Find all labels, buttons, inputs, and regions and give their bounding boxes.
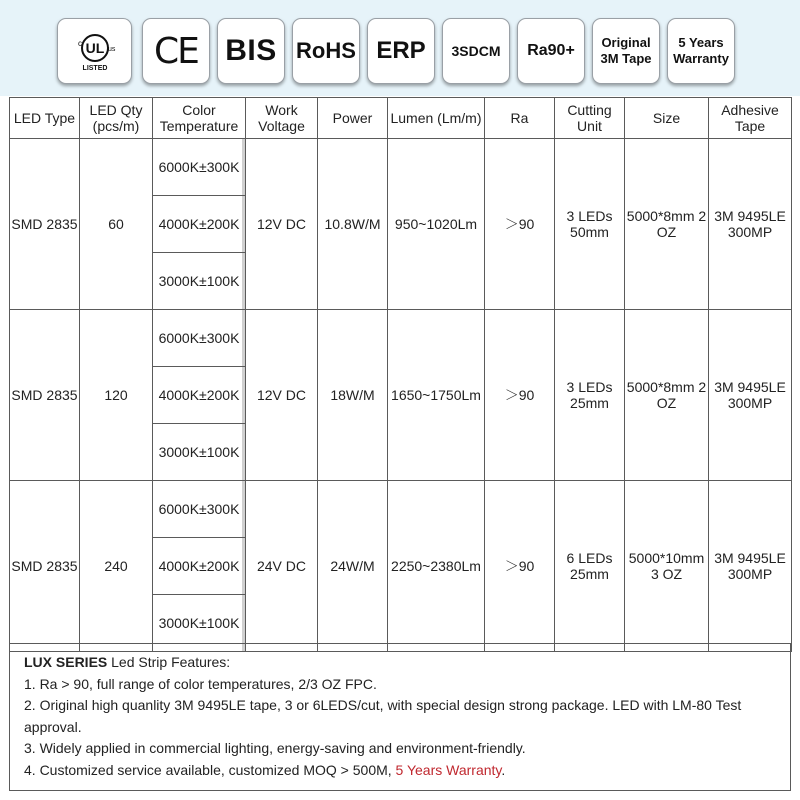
cell-color-temp	[153, 424, 246, 481]
cell-color-temp	[153, 139, 246, 196]
cell-cutting-unit: 6 LEDs 25mm	[555, 481, 625, 652]
cell-led-qty: 60	[80, 139, 153, 310]
3sdcm-label: 3SDCM	[451, 43, 501, 59]
cell-lumen: 1650~1750Lm	[388, 310, 485, 481]
warranty-badge	[667, 18, 735, 84]
ul-listed-badge	[57, 18, 132, 84]
cell-ra: ＞90	[485, 310, 555, 481]
cell-color-temp	[153, 253, 246, 310]
cell-shade	[242, 367, 245, 423]
rohs-badge	[292, 18, 360, 84]
svg-text:c: c	[77, 39, 82, 48]
cell-power: 24W/M	[318, 481, 388, 652]
cell-cutting-unit: 3 LEDs 25mm	[555, 310, 625, 481]
features-title	[24, 652, 776, 674]
header-lumen: Lumen (Lm/m)	[388, 98, 485, 139]
original-3m-tape-line1: Original	[601, 35, 651, 50]
cell-adhesive-tape: 3M 9495LE 300MP	[709, 310, 792, 481]
cell-lumen: 950~1020Lm	[388, 139, 485, 310]
feature-item: 1. Ra > 90, full range of color temperatures, 2/3 OZ FPC.	[24, 675, 377, 692]
cell-work-voltage: 12V DC	[246, 310, 318, 481]
erp-badge	[367, 18, 435, 84]
warranty-highlight: 5 Years Warranty	[395, 761, 502, 778]
cell-adhesive-tape: 3M 9495LE 300MP	[709, 481, 792, 652]
header-cutting-unit: Cutting Unit	[555, 98, 625, 139]
original-3m-tape-badge	[592, 18, 660, 84]
ra90-badge	[517, 18, 585, 84]
ce-mark-icon: CE	[154, 30, 198, 72]
cell-shade	[242, 310, 245, 366]
original-3m-tape-line2: 3M Tape	[600, 51, 652, 66]
table-row	[10, 481, 792, 538]
cell-shade	[242, 424, 245, 480]
cell-size: 5000*10mm 3 OZ	[625, 481, 709, 652]
feature-item: 2. Original high quanlity 3M 9495LE tape, 3 or 6LEDS/cut, with special design strong package. LED with LM-80 Test approval.	[24, 697, 742, 735]
ul-listed-icon	[73, 29, 117, 73]
3sdcm-badge	[442, 18, 510, 84]
cell-shade	[242, 196, 245, 252]
warranty-line2: Warranty	[673, 51, 729, 66]
cell-adhesive-tape: 3M 9495LE 300MP	[709, 139, 792, 310]
cell-lumen: 2250~2380Lm	[388, 481, 485, 652]
cell-shade	[242, 538, 245, 594]
cell-led-type: SMD 2835	[10, 310, 80, 481]
ce-badge	[142, 18, 210, 84]
color-temp-value: 3000K±100K	[158, 615, 240, 631]
feature-item: 3. Widely applied in commercial lighting, energy-saving and environment-friendly.	[24, 740, 526, 756]
bis-label: BIS	[225, 34, 277, 67]
svg-text:us: us	[107, 46, 115, 53]
header-adhesive-tape: Adhesive Tape	[709, 98, 792, 139]
cell-color-temp	[153, 310, 246, 367]
cell-power: 18W/M	[318, 310, 388, 481]
color-temp-value: 4000K±200K	[158, 558, 240, 574]
cell-color-temp	[153, 538, 246, 595]
cell-ra: ＞90	[485, 481, 555, 652]
cell-size: 5000*8mm 2 OZ	[625, 310, 709, 481]
rohs-label: RoHS	[296, 38, 356, 63]
color-temp-value: 4000K±200K	[158, 387, 240, 403]
features-title-suffix: Led Strip Features:	[107, 654, 231, 670]
color-temp-value: 6000K±300K	[158, 330, 240, 346]
cell-work-voltage: 12V DC	[246, 139, 318, 310]
ra90-label: Ra90+	[527, 42, 575, 59]
header-ra: Ra	[485, 98, 555, 139]
table-row	[10, 139, 792, 196]
color-temp-value: 4000K±200K	[158, 216, 240, 232]
cell-size: 5000*8mm 2 OZ	[625, 139, 709, 310]
cell-led-type: SMD 2835	[10, 481, 80, 652]
erp-label: ERP	[376, 37, 426, 64]
cell-led-qty: 120	[80, 310, 153, 481]
series-name: LUX SERIES	[24, 654, 108, 670]
feature-item-4-prefix: 4. Customized service available, customized MOQ > 500M,	[24, 761, 396, 778]
color-temp-value: 6000K±300K	[158, 501, 240, 517]
header-led-qty: LED Qty (pcs/m)	[80, 98, 153, 139]
header-color-temperature: Color Temperature	[153, 98, 246, 139]
features-box	[9, 643, 791, 791]
table-row	[10, 310, 792, 367]
header-power: Power	[318, 98, 388, 139]
spec-table	[9, 97, 792, 652]
color-temp-value: 3000K±100K	[158, 444, 240, 460]
table-header-row	[10, 98, 792, 139]
cell-led-qty: 240	[80, 481, 153, 652]
color-temp-value: 6000K±300K	[158, 159, 240, 175]
header-work-voltage: Work Voltage	[246, 98, 318, 139]
cell-color-temp	[153, 367, 246, 424]
svg-text:UL: UL	[85, 40, 104, 56]
cell-work-voltage: 24V DC	[246, 481, 318, 652]
bis-badge	[217, 18, 285, 84]
header-led-type: LED Type	[10, 98, 80, 139]
feature-item-4-suffix: .	[501, 761, 506, 778]
svg-text:LISTED: LISTED	[82, 65, 107, 72]
cell-shade	[242, 139, 245, 195]
color-temp-value: 3000K±100K	[158, 273, 240, 289]
cell-shade	[242, 253, 245, 309]
cell-power: 10.8W/M	[318, 139, 388, 310]
cell-cutting-unit: 3 LEDs 50mm	[555, 139, 625, 310]
cell-ra: ＞90	[485, 139, 555, 310]
warranty-line1: 5 Years	[678, 35, 724, 50]
cell-color-temp	[153, 196, 246, 253]
header-size: Size	[625, 98, 709, 139]
cell-color-temp	[153, 481, 246, 538]
cell-shade	[242, 481, 245, 537]
certification-bar	[0, 0, 800, 96]
feature-item	[24, 760, 776, 782]
cell-led-type: SMD 2835	[10, 139, 80, 310]
